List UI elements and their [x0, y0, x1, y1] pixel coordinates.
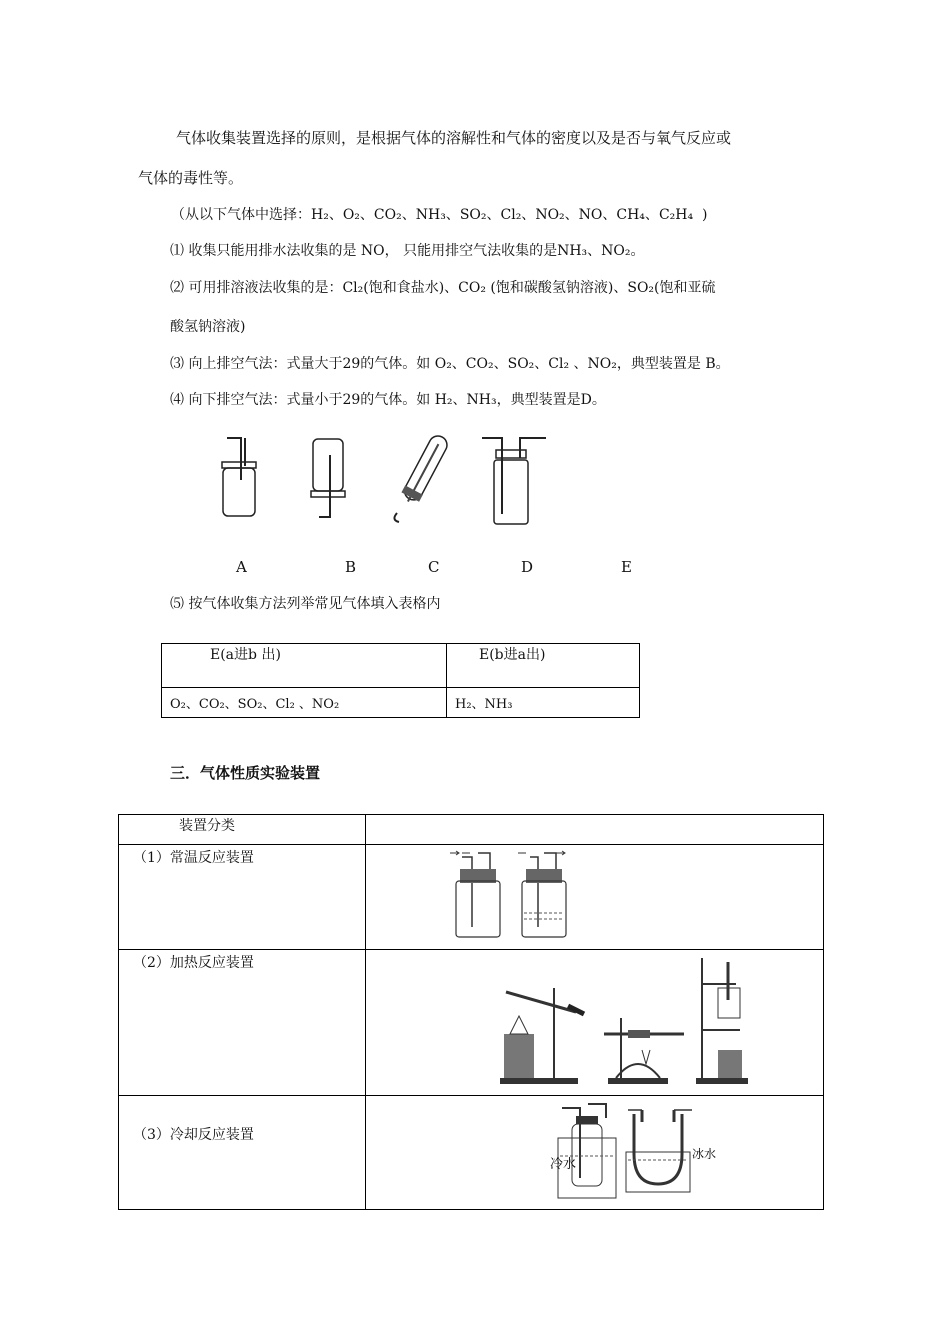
item-3: ⑶ 向上排空气法：式量大于29的气体。如 O₂、CO₂、SO₂、Cl₂ 、NO₂，典型装置是 B。 [170, 356, 730, 372]
gas-choice-prefix: （从以下气体中选择： [171, 207, 311, 223]
section-3-title: 三．气体性质实验装置 [170, 764, 321, 782]
gas-item: NO、 [578, 207, 617, 223]
apparatus-b [305, 435, 365, 535]
t2-row-1-label: （1）常温反应装置 [119, 845, 366, 950]
t2-row-1-figure [366, 845, 824, 950]
cooling-apparatus [542, 1098, 717, 1208]
cold-water-label: 冷水 [550, 1157, 577, 1172]
apparatus-c [387, 430, 457, 530]
apparatus-d [476, 432, 556, 532]
heating-apparatus [496, 954, 756, 1094]
gas-item: H₂、 [311, 207, 343, 223]
gas-item: O₂、 [342, 207, 374, 223]
label-d: D [521, 558, 534, 576]
ice-water-label: 冰水 [692, 1147, 717, 1161]
gas-choice-line: （从以下气体中选择：H₂、O₂、CO₂、NH₃、SO₂、Cl₂、NO₂、NO、CH₄、C₂H₄ ) [171, 207, 708, 223]
item-4: ⑷ 向下排空气法：式量小于29的气体。如 H₂、NH₃，典型装置是D。 [170, 392, 606, 408]
apparatus-a [215, 432, 275, 532]
label-b: B [345, 558, 357, 576]
t1-header-2: E(b进a出) [447, 644, 640, 688]
gas-item: NH₃、 [415, 207, 460, 223]
t2-row-2-label: （2）加热反应装置 [119, 950, 366, 1096]
item-2-line-2: 酸氢钠溶液) [170, 319, 246, 335]
t2-row-3-figure [366, 1096, 824, 1210]
t2-row-2-figure [366, 950, 824, 1096]
gas-item: SO₂、 [459, 207, 501, 223]
intro-line-2: 气体的毒性等。 [138, 169, 244, 187]
label-a: A [236, 558, 247, 576]
gas-item: CO₂、 [373, 207, 416, 223]
t2-header: 装置分类 [119, 815, 366, 845]
label-e: E [621, 558, 632, 576]
label-c: C [428, 558, 440, 576]
t1-cell-2: H₂、NH₃ [447, 688, 640, 718]
gas-item: C₂H₄ [658, 207, 694, 223]
gas-item: CH₄、 [616, 207, 659, 223]
gas-item: NO₂、 [535, 207, 579, 223]
gas-collection-table [161, 643, 640, 718]
t1-header-1: E(a进b 出) [162, 644, 447, 688]
intro-line-1: 气体收集装置选择的原则，是根据气体的溶解性和气体的密度以及是否与氧气反应或 [176, 129, 732, 147]
apparatus-table [118, 814, 824, 1210]
item-2-line-1: ⑵ 可用排溶液法收集的是：Cl₂(饱和食盐水)、CO₂ (饱和碳酸氢钠溶液)、SO₂(饱和亚硫 [170, 280, 716, 296]
t1-cell-1: O₂、CO₂、SO₂、Cl₂ 、NO₂ [162, 688, 447, 718]
item-1: ⑴ 收集只能用排水法收集的是 NO， 只能用排空气法收集的是NH₃、NO₂。 [170, 243, 645, 259]
item-5: ⑸ 按气体收集方法列举常见气体填入表格内 [170, 596, 441, 612]
gas-item: Cl₂、 [500, 207, 536, 223]
t2-row-3-label: （3）冷却反应装置 [119, 1096, 366, 1210]
gas-list [311, 207, 693, 223]
t2-header-empty [366, 815, 824, 845]
normal-temp-apparatus [446, 847, 576, 942]
